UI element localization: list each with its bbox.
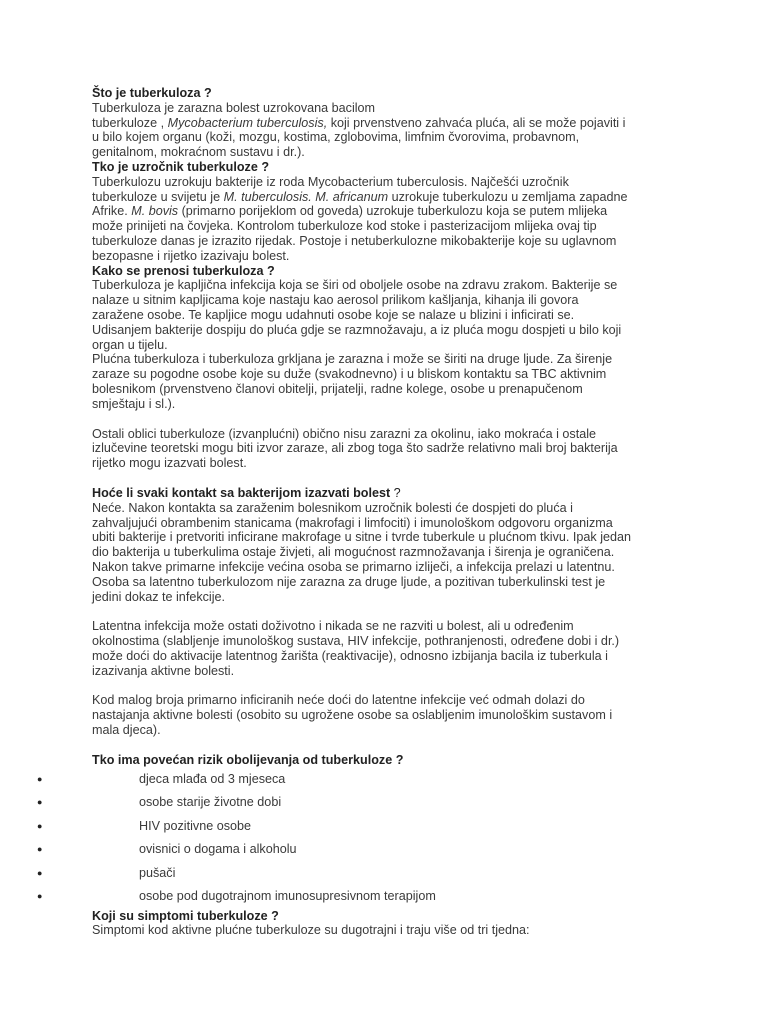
italic-term: M. bovis (131, 204, 179, 219)
text-segment: uzrokuje tuberkulozu u zemljama zapadne Afrike. (92, 189, 628, 219)
list-item (37, 862, 678, 886)
list-item-text: osobe pod dugotrajnom imunosupresivnom terapijom (139, 889, 436, 904)
list-item-text: djeca mlađa od 3 mjeseca (139, 771, 286, 786)
text-segment: (primarno porijeklom od goveda) uzrokuje tuberkulozu koja se putem mlijeka može prinijeti na čovjeka. Kontrolom tuberkuloze kod stoke i pasterizacijom mlijeka ovaj tip tuberkuloze danas je izrazito rijedak. Postoje i netuberkulozne mikobakterije koje su uglavnom bezopasne i rijetko izazivaju bolest. (92, 204, 617, 263)
heading-symptoms: Koji su simptomi tuberkuloze ? (92, 908, 279, 923)
spacer (92, 678, 678, 693)
bullet-icon: ● (37, 773, 43, 784)
paragraph-contact-2: Latentna infekcija može ostati doživotno i nikada se ne razviti u bolest, ali u određenim okolnostima (slabljenje imunološkog sustava, HIV infekcije, pothranjenosti, određene dobi i dr.) može doći do aktivacije latentnog žarišta (reaktivacije), odnosno izbijanja bacila iz tuberkula i izazivanja aktivne bolesti. (92, 619, 620, 678)
bullet-icon: ● (37, 844, 43, 855)
paragraph-symptoms: Simptomi kod aktivne plućne tuberkuloze su dugotrajni i traju više od tri tjedna: (92, 923, 530, 938)
risk-list (37, 768, 678, 909)
paragraph-transmission-1: Tuberkuloza je kapljična infekcija koja se širi od oboljele osobe na zdravu zrakom. Bakterije se nalaze u sitnim kapljicama koje nastaju kao aerosol prilikom kašljanja, kihanja ili govora zaražene osobe. Te kapljice mogu udahnuti osobe koje se nalaze u blizini i inficirati se. Udisanjem bakterije dospiju do pluća gdje se razmnožavaju, a iz pluća mogu dospjeti u bilo koji organ u tijelu. (92, 278, 622, 352)
list-item-text: osobe starije životne dobi (139, 795, 282, 810)
italic-term: M. tuberculosis. M. africanum (223, 189, 389, 204)
text-segment: Tuberkuloza je zarazna bolest uzrokovana bacilom tuberkuloze , (92, 100, 376, 130)
heading-cause: Tko je uzročnik tuberkuloze ? (92, 159, 270, 174)
spacer (92, 471, 678, 486)
spacer (92, 738, 678, 753)
bullet-icon: ● (37, 797, 43, 808)
heading-contact-mark: ? (390, 485, 401, 500)
document-body (37, 86, 678, 938)
bullet-icon: ● (37, 891, 43, 902)
italic-term: Mycobacterium tuberculosis, (167, 115, 328, 130)
bullet-icon: ● (37, 820, 43, 831)
paragraph-contact-3: Kod malog broja primarno inficiranih neće doći do latentne infekcije već odmah dolazi do nastajanja aktivne bolesti (osobito su ugrožene osobe sa oslabljenim imunološkim sustavom i mala djeca). (92, 693, 613, 738)
heading-risk: Tko ima povećan rizik obolijevanja od tuberkuloze ? (92, 752, 404, 767)
list-item-text: HIV pozitivne osobe (139, 818, 252, 833)
paragraph-cause (92, 175, 678, 264)
list-item (37, 815, 678, 839)
heading-contact (92, 486, 678, 501)
paragraph-contact-1: Neće. Nakon kontakta sa zaraženim bolesnikom uzročnik bolesti će dospjeti do pluća i zahvaljujući obrambenim stanicama (makrofagi i limfociti) i imunološkom odgovoru organizma ubiti bakterije i pretvoriti inficirane makrofage u sitne i tvrde tuberkule u plućnom tkivu. Ipak jedan dio bakterija u tuberkulima ostaje živjeti, ali mogućnost razmnožavanja i širenja je ograničena. Nakon takve primarne infekcije većina osoba se primarno izliječi, a infekcija prelazi u latentnu. Osoba sa latentno tuberkulozom nije zarazna za druge ljude, a pozitivan tuberkulinski test je jedini dokaz te infekcije. (92, 500, 632, 604)
text-segment: Tuberkulozu uzrokuju bakterije iz roda Mycobacterium tuberculosis. Najčešći uzročnik tuberkuloze u svijetu je (92, 174, 569, 204)
list-item-text: ovisnici o dogama i alkoholu (139, 842, 297, 857)
paragraph-what-is-tb (92, 101, 678, 160)
list-item (37, 768, 678, 792)
heading-transmission: Kako se prenosi tuberkuloza ? (92, 263, 275, 278)
paragraph-transmission-2: Plućna tuberkuloza i tuberkuloza grkljana je zarazna i može se širiti na druge ljude. Za širenje zaraze su pogodne osobe koje su duže (svakodnevno) i u bliskom kontaktu sa TBC aktivnim bolesnikom (prvenstveno članovi obitelji, prijatelji, radne kolege, osobe u prenapučenom smještaju i sl.). (92, 352, 613, 411)
list-item-text: pušači (139, 865, 176, 880)
bullet-icon: ● (37, 867, 43, 878)
heading-what-is-tb: Što je tuberkuloza ? (92, 86, 212, 100)
list-item (37, 791, 678, 815)
list-item (37, 838, 678, 862)
spacer (92, 604, 678, 619)
list-item (37, 885, 678, 909)
spacer (92, 412, 678, 427)
paragraph-transmission-3: Ostali oblici tuberkuloze (izvanplućni) obično nisu zarazni za okolinu, iako mokraća i ostale izlučevine teoretski mogu biti izvor zaraze, ali zbog toga što sadrže relativno mali broj bakterija rijetko mogu izazvati bolest. (92, 426, 618, 471)
text-segment: koji prvenstveno zahvaća pluća, ali se može pojaviti i u bilo kojem organu (koži, mozgu, kostima, zglobovima, limfnim čvorovima, probavnom, genitalnom, mokraćnom sustavu i dr.). (92, 115, 626, 160)
heading-contact-text: Hoće li svaki kontakt sa bakterijom izazvati bolest (92, 485, 391, 500)
